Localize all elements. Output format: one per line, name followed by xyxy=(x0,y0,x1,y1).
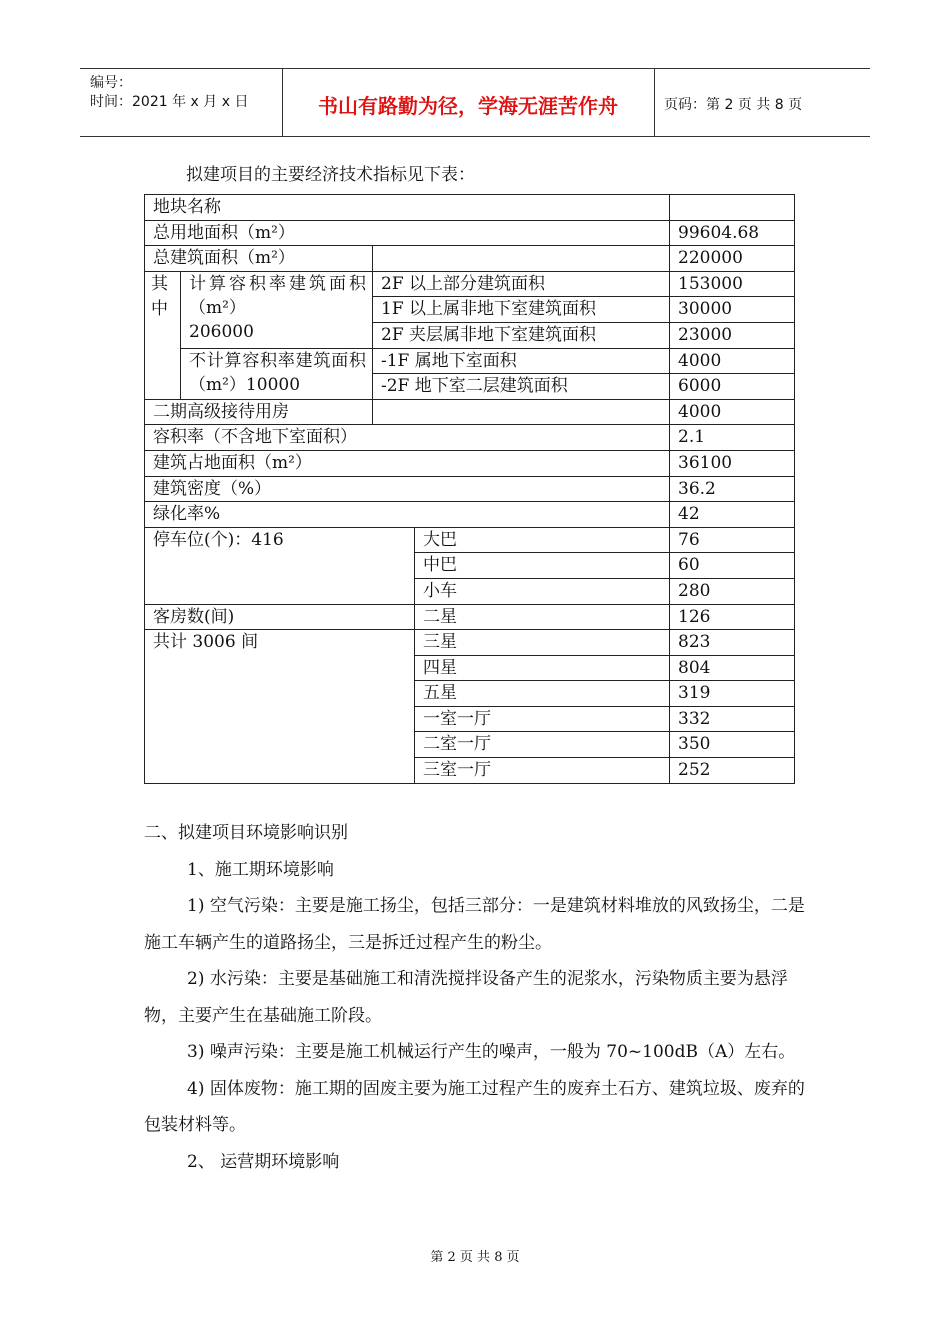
cell-label: 四星 xyxy=(415,655,670,681)
cell-label: 五星 xyxy=(415,681,670,707)
cell-label: 三室一厅 xyxy=(415,758,670,784)
table-row xyxy=(145,348,795,374)
header-number: 编号： xyxy=(90,75,132,91)
paragraph-solid: 4) 固体废物：施工期的固废主要为施工过程产生的废弃土石方、建筑垃圾、废弃的包装材料等。 xyxy=(144,1078,805,1135)
cell-label: 总用地面积（m²） xyxy=(145,220,670,246)
cell-label: 容积率（不含地下室面积） xyxy=(145,425,670,451)
cell-parking-label: 停车位(个)：416 xyxy=(145,527,415,604)
cell-value: 319 xyxy=(670,681,795,707)
cell-label: 2F 以上部分建筑面积 xyxy=(373,271,670,297)
indicator-table xyxy=(144,194,795,784)
cell-value: 4000 xyxy=(670,348,795,374)
cell-label: 二期高级接待用房 xyxy=(145,399,373,425)
cell-value: 36.2 xyxy=(670,476,795,502)
cell-value: 804 xyxy=(670,655,795,681)
cell-rooms-label: 客房数(间) xyxy=(145,604,415,630)
cell-label: 绿化率% xyxy=(145,502,670,528)
cell-rooms-total: 共计 3006 间 xyxy=(145,630,415,784)
nonfar-area-unit: （m²）10000 xyxy=(189,374,301,395)
cell-value: 153000 xyxy=(670,271,795,297)
cell-label: 三星 xyxy=(415,630,670,656)
cell-empty xyxy=(373,399,670,425)
cell-value: 4000 xyxy=(670,399,795,425)
cell-label: 建筑占地面积（m²） xyxy=(145,450,670,476)
cell-far-area-group xyxy=(181,271,373,348)
header-bottom-rule xyxy=(80,136,870,137)
cell-empty xyxy=(373,246,670,272)
cell-value: 42 xyxy=(670,502,795,528)
cell-label: 小车 xyxy=(415,578,670,604)
table-row xyxy=(145,220,795,246)
page-footer: 第 2 页 共 8 页 xyxy=(430,1250,520,1265)
cell-label: 1F 以上属非地下室建筑面积 xyxy=(373,297,670,323)
cell-value: 220000 xyxy=(670,246,795,272)
cell-value: 36100 xyxy=(670,450,795,476)
cell-value: 280 xyxy=(670,578,795,604)
table-row xyxy=(145,502,795,528)
table-row xyxy=(145,195,795,221)
section-heading: 二、拟建项目环境影响识别 xyxy=(144,823,348,843)
table-row xyxy=(145,527,795,553)
header-page: 页码：第 2 页 共 8 页 xyxy=(664,97,803,113)
header-motto: 书山有路勤为径，学海无涯苦作舟 xyxy=(318,94,618,118)
cell-value: 2.1 xyxy=(670,425,795,451)
cell-value: 30000 xyxy=(670,297,795,323)
table-row xyxy=(145,450,795,476)
table-row xyxy=(145,604,795,630)
qizhong-label: 其中 xyxy=(151,273,168,319)
paragraph-noise: 3) 噪声污染：主要是施工机械运行产生的噪声，一般为 70~100dB（A）左右。 xyxy=(187,1042,796,1062)
header-divider-right xyxy=(654,68,655,136)
cell-label: 总建筑面积（m²） xyxy=(145,246,373,272)
cell-value: 126 xyxy=(670,604,795,630)
cell-label: 二星 xyxy=(415,604,670,630)
cell-value: 350 xyxy=(670,732,795,758)
header-top-rule xyxy=(80,68,870,69)
cell-value: 252 xyxy=(670,758,795,784)
cell-label: 大巴 xyxy=(415,527,670,553)
cell-value: 332 xyxy=(670,706,795,732)
table-intro: 拟建项目的主要经济技术指标见下表： xyxy=(186,165,475,185)
table-row xyxy=(145,425,795,451)
cell-value xyxy=(670,195,795,221)
paragraph-air: 1) 空气污染：主要是施工扬尘，包括三部分：一是建筑材料堆放的风致扬尘，二是施工车辆产生的道路扬尘，三是拆迁过程产生的粉尘。 xyxy=(144,896,805,953)
header-date: 时间：2021 年 x 月 x 日 xyxy=(90,94,249,110)
cell-label: 一室一厅 xyxy=(415,706,670,732)
cell-value: 99604.68 xyxy=(670,220,795,246)
cell-label: -2F 地下室二层建筑面积 xyxy=(373,374,670,400)
table-row xyxy=(145,246,795,272)
cell-label: 地块名称 xyxy=(145,195,670,221)
table-row xyxy=(145,399,795,425)
cell-value: 76 xyxy=(670,527,795,553)
paragraph-water: 2) 水污染：主要是基础施工和清洗搅拌设备产生的泥浆水，污染物质主要为悬浮物，主要产生在基础施工阶段。 xyxy=(144,969,788,1026)
far-area-unit: （m²） xyxy=(189,297,246,318)
cell-nonfar-area-group xyxy=(181,348,373,399)
cell-qizhong xyxy=(145,271,181,399)
cell-value: 823 xyxy=(670,630,795,656)
cell-value: 23000 xyxy=(670,322,795,348)
table-row xyxy=(145,630,795,656)
cell-label: 二室一厅 xyxy=(415,732,670,758)
cell-label: 2F 夹层属非地下室建筑面积 xyxy=(373,322,670,348)
subsection-heading: 2、 运营期环境影响 xyxy=(187,1151,340,1172)
far-area-total: 206000 xyxy=(189,321,254,342)
cell-label: 中巴 xyxy=(415,553,670,579)
subsection-heading: 1、施工期环境影响 xyxy=(187,859,334,880)
table-row xyxy=(145,271,795,297)
nonfar-area-label: 不计算容积率建筑面积 xyxy=(189,350,366,371)
table-row xyxy=(145,476,795,502)
body-content xyxy=(144,815,814,1180)
cell-label: 建筑密度（%） xyxy=(145,476,670,502)
cell-value: 60 xyxy=(670,553,795,579)
cell-value: 6000 xyxy=(670,374,795,400)
far-area-label: 计算容积率建筑面积 xyxy=(189,273,366,294)
cell-label: -1F 属地下室面积 xyxy=(373,348,670,374)
